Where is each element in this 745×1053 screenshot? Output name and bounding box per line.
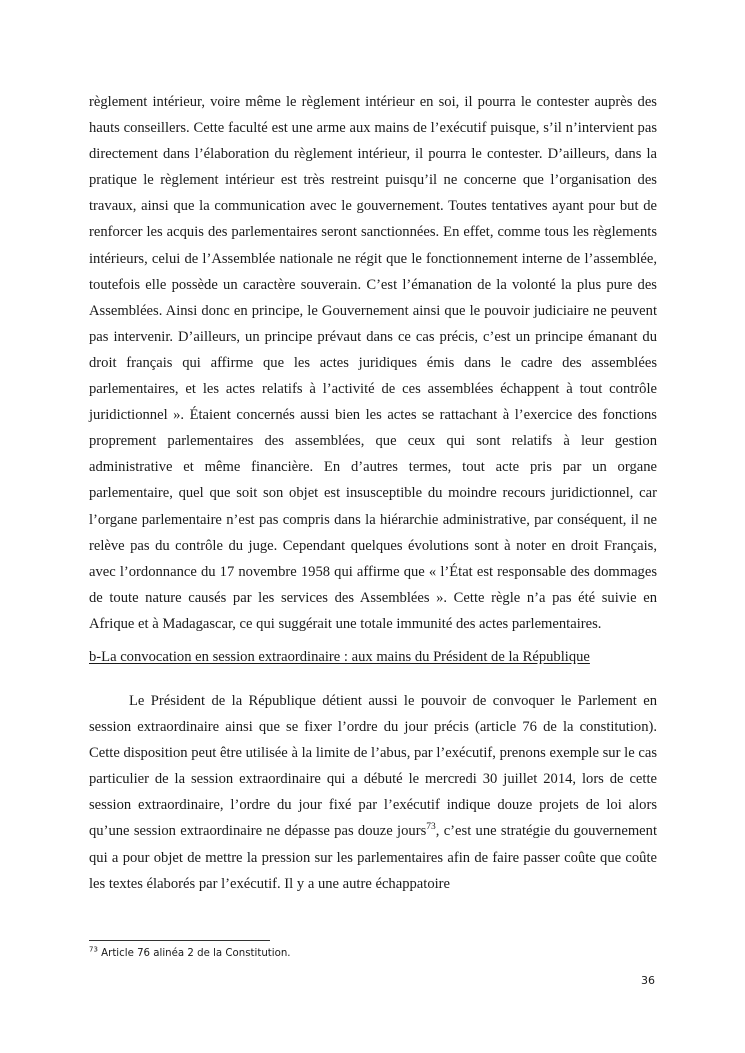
page-number: 36: [641, 974, 655, 987]
footnote-separator: [89, 940, 270, 941]
footnote-text: Article 76 alinéa 2 de la Constitution.: [97, 948, 291, 959]
body-paragraph-2-text-b: , c’est une stratégie du gouvernement qui a pour objet de mettre la pression sur les parlementaires afin de faire passer coûte que coûte les textes élaborés par l’exécutif. Il y a une autre échappatoire: [89, 823, 658, 892]
footnote: [89, 947, 291, 961]
body-paragraph-2: [89, 688, 657, 897]
body-paragraph-2-text-a: Le Président de la République détient aussi le pouvoir de convoquer le Parlement en session extraordinaire ainsi que se fixer l’ordre du jour précis (article 76 de la constitution). Cette disposition peut être utilisée à la limite de l’abus, par l’exécutif, prenons exemple sur le cas particulier de la session extraordinaire qui a débuté le mercredi 30 juillet 2014, lors de cette session extraordinaire, l’ordre du jour fixé par l’exécutif indique douze projets de loi alors qu’une session extraordinaire ne dépasse pas douze jours: [89, 692, 657, 840]
footnote-reference[interactable]: 73: [426, 822, 436, 833]
footnote-number: 73: [89, 945, 98, 954]
section-heading: b-La convocation en session extraordinaire : aux mains du Président de la République: [89, 648, 590, 665]
page-body: [89, 89, 657, 897]
body-paragraph-1: règlement intérieur, voire même le règlement intérieur en soi, il pourra le contester auprès des hauts conseillers. Cette faculté est une arme aux mains de l’exécutif puisque, s’il n’intervient pas directement dans l’élaboration du règlement intérieur, il pourra le contester. D’ailleurs, dans la pratique le règlement intérieur est très restreint puisqu’il ne concerne que l’organisation des travaux, ainsi que la communication avec le gouvernement. Toutes tentatives ayant pour but de renforcer les acquis des parlementaires seront sanctionnées. En effet, comme tous les règlements intérieurs, celui de l’Assemblée nationale ne régit que le fonctionnement interne de l’assemblée, toutefois elle possède un caractère souverain. C’est l’émanation de la volonté la plus pure des Assemblées. Ainsi donc en principe, le Gouvernement ainsi que le pouvoir judiciaire ne peuvent pas intervenir. D’ailleurs, un principe prévaut dans ce cas précis, c’est un principe émanant du droit français qui affirme que les actes juridiques émis dans le cadre des assemblées parlementaires, et les actes relatifs à l’activité de ces assemblées échappent à tout contrôle juridictionnel ». Étaient concernés aussi bien les actes se rattachant à l’exercice des fonctions proprement parlementaires des assemblées, que ceux qui sont relatifs à leur gestion administrative et même financière. En d’autres termes, tout acte pris par un organe parlementaire, quel que soit son objet est insusceptible du moindre recours juridictionnel, car l’organe parlementaire n’est pas compris dans la hiérarchie administrative, par conséquent, il ne relève pas du contrôle du juge. Cependant quelques évolutions sont à noter en droit Français, avec l’ordonnance du 17 novembre 1958 qui affirme que « l’État est responsable des dommages de toute nature causés par les services des Assemblées ». Cette règle n’a pas été suivie en Afrique et à Madagascar, ce qui suggérait une totale immunité des actes parlementaires.: [89, 94, 657, 632]
